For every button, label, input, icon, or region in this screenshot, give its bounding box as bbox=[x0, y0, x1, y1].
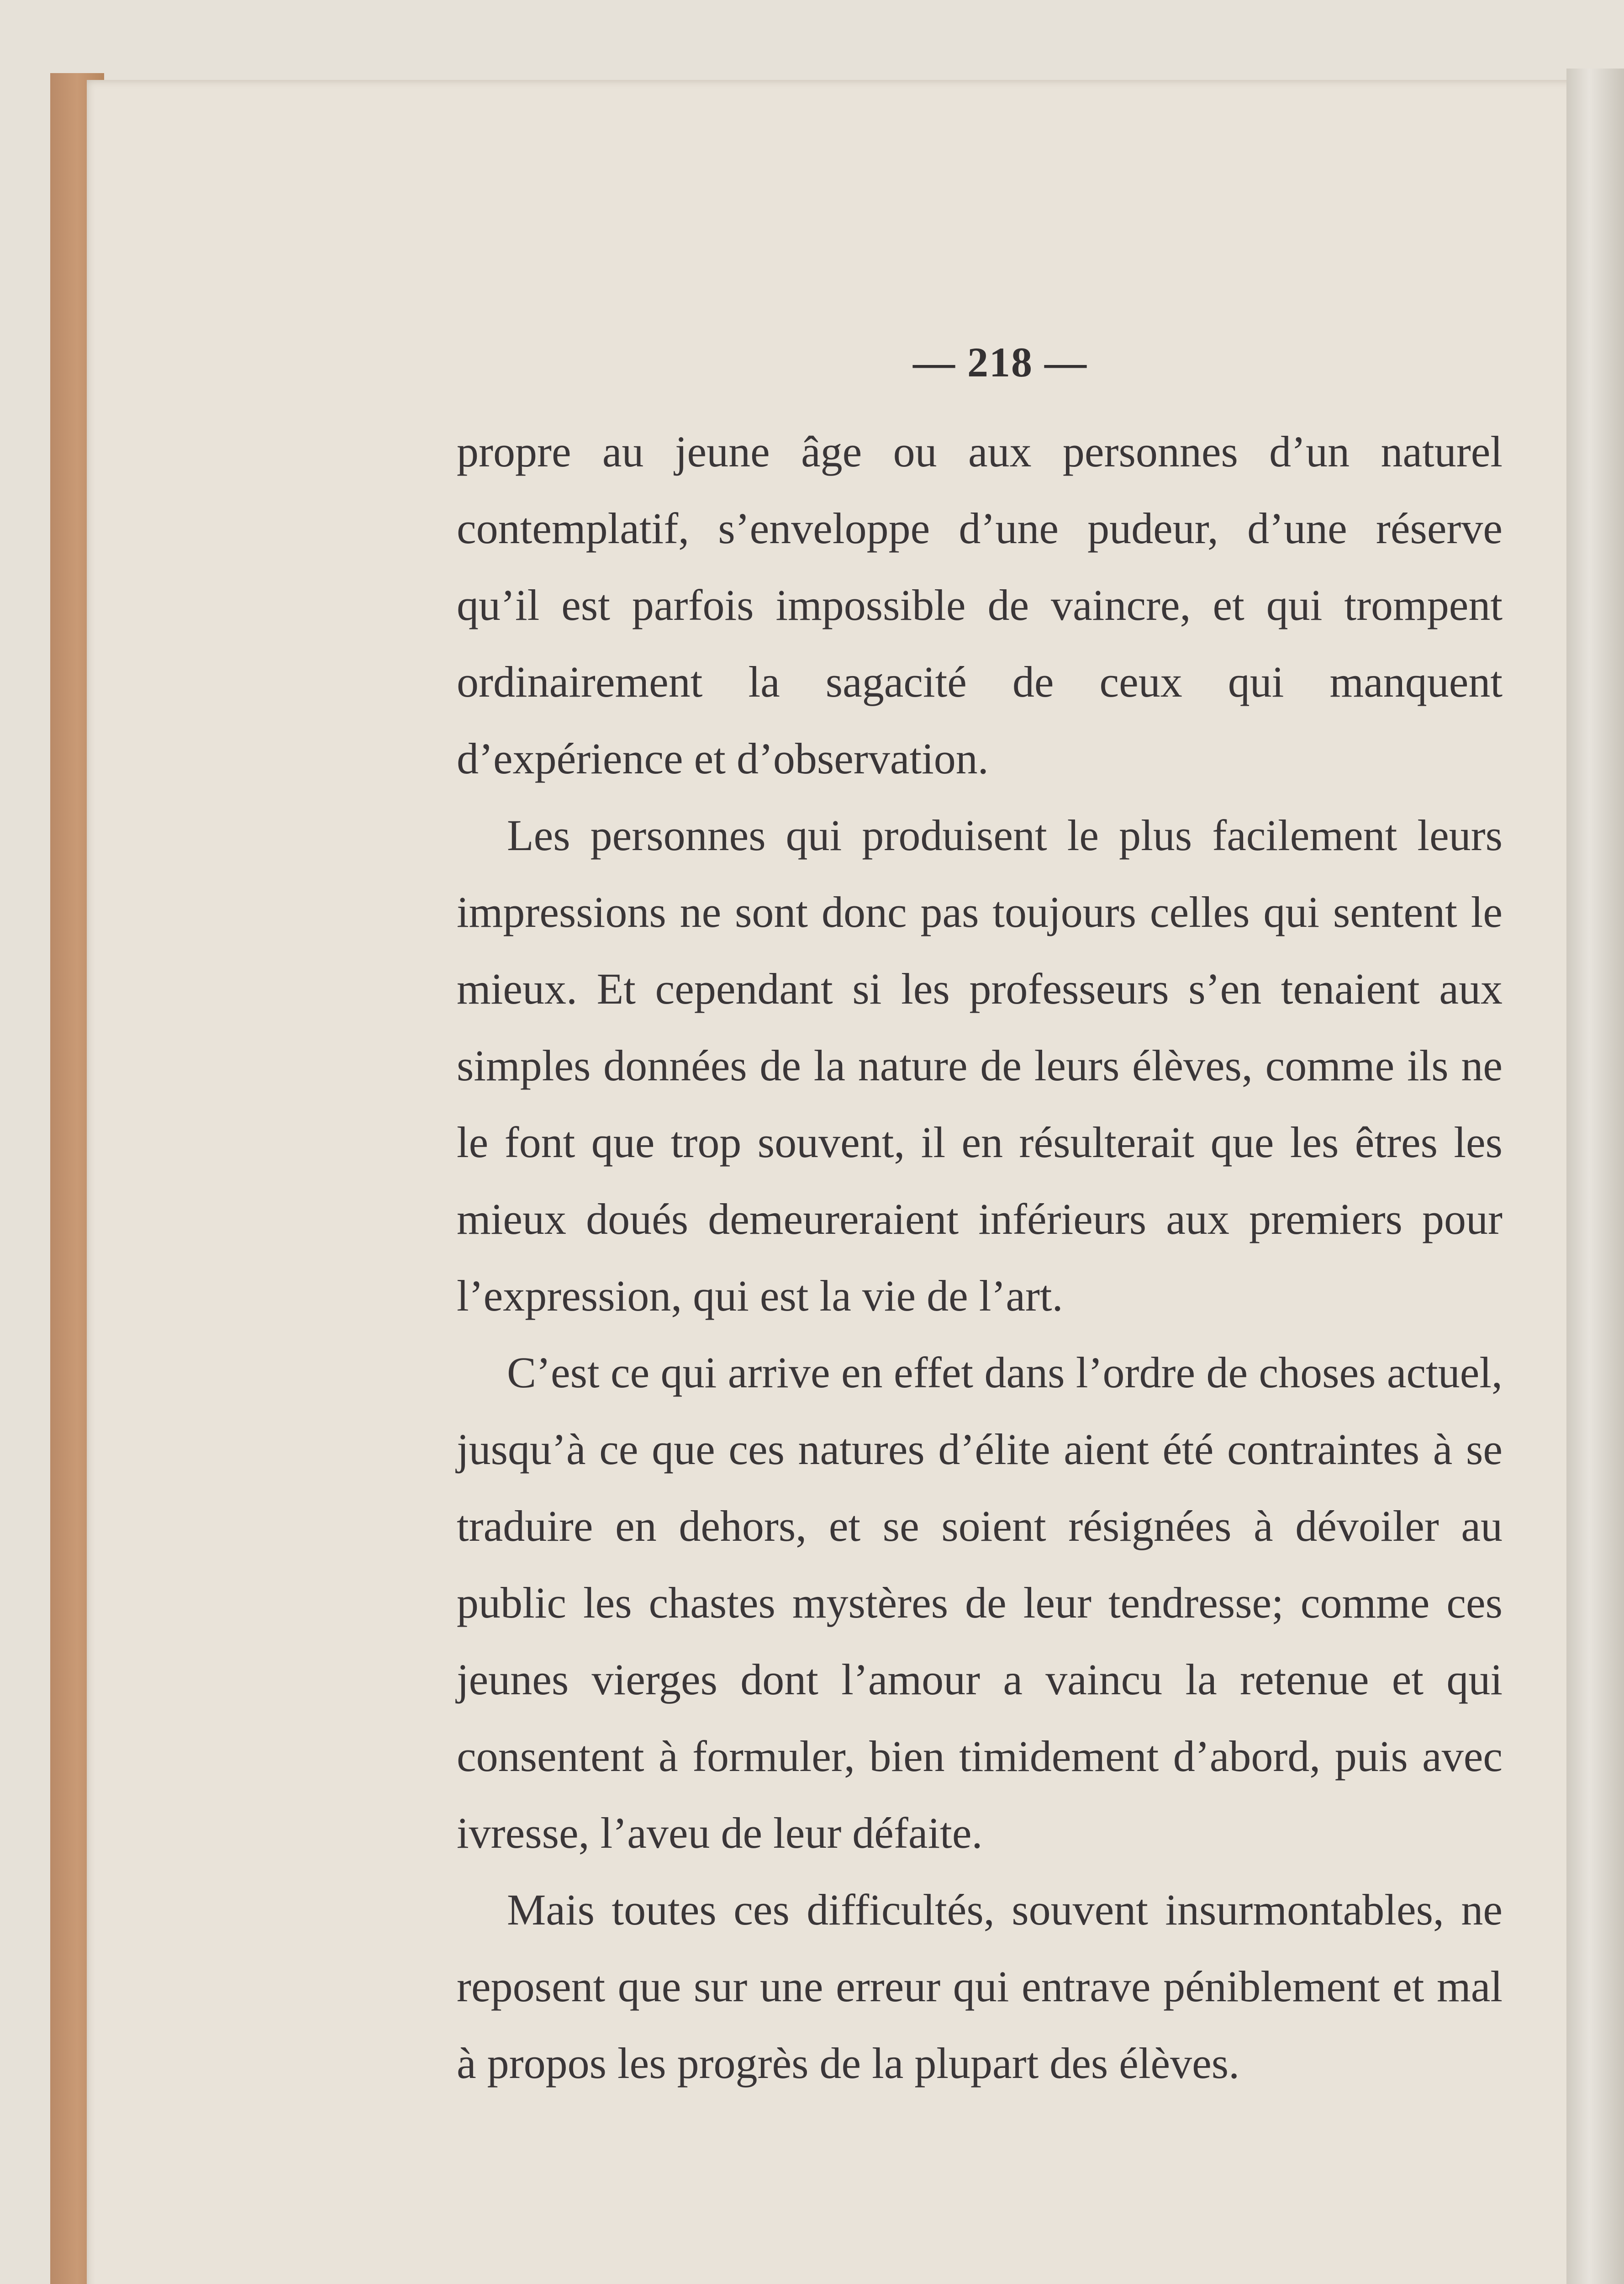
page-number: — 218 — bbox=[913, 339, 1087, 386]
paragraph-1: propre au jeune âge ou aux personnes d’un naturel contemplatif, s’enveloppe d’une pudeur, d’une réserve qu’il est parfois impossible de vaincre, et qui trompent ordinairement la sagacité de ceux qui manquent d’expérience et d’observation. bbox=[457, 427, 1503, 783]
page-body-text bbox=[457, 413, 1503, 2102]
next-page-edge bbox=[1566, 69, 1624, 2284]
paragraph-3: C’est ce qui arrive en effet dans l’ordre de choses actuel, jusqu’à ce que ces natures d’élite aient été contraintes à se traduire en dehors, et se soient résignées à dévoiler au public les chastes mystères de leur tendresse; comme ces jeunes vierges dont l’amour a vaincu la retenue et qui consentent à formuler, bien timidement d’abord, puis avec ivresse, l’aveu de leur défaite. bbox=[457, 1348, 1503, 1857]
paragraph-4: Mais toutes ces difficultés, souvent insurmontables, ne reposent que sur une erreur qui entrave péniblement et mal à propos les progrès de la plupart des élèves. bbox=[457, 1885, 1503, 2088]
paragraph-2: Les personnes qui produisent le plus facilement leurs impressions ne sont donc pas toujours celles qui sentent le mieux. Et cependant si les professeurs s’en tenaient aux simples données de la nature de leurs élèves, comme ils ne le font que trop souvent, il en résulterait que les êtres les mieux doués demeureraient inférieurs aux premiers pour l’expression, qui est la vie de l’art. bbox=[457, 811, 1503, 1320]
